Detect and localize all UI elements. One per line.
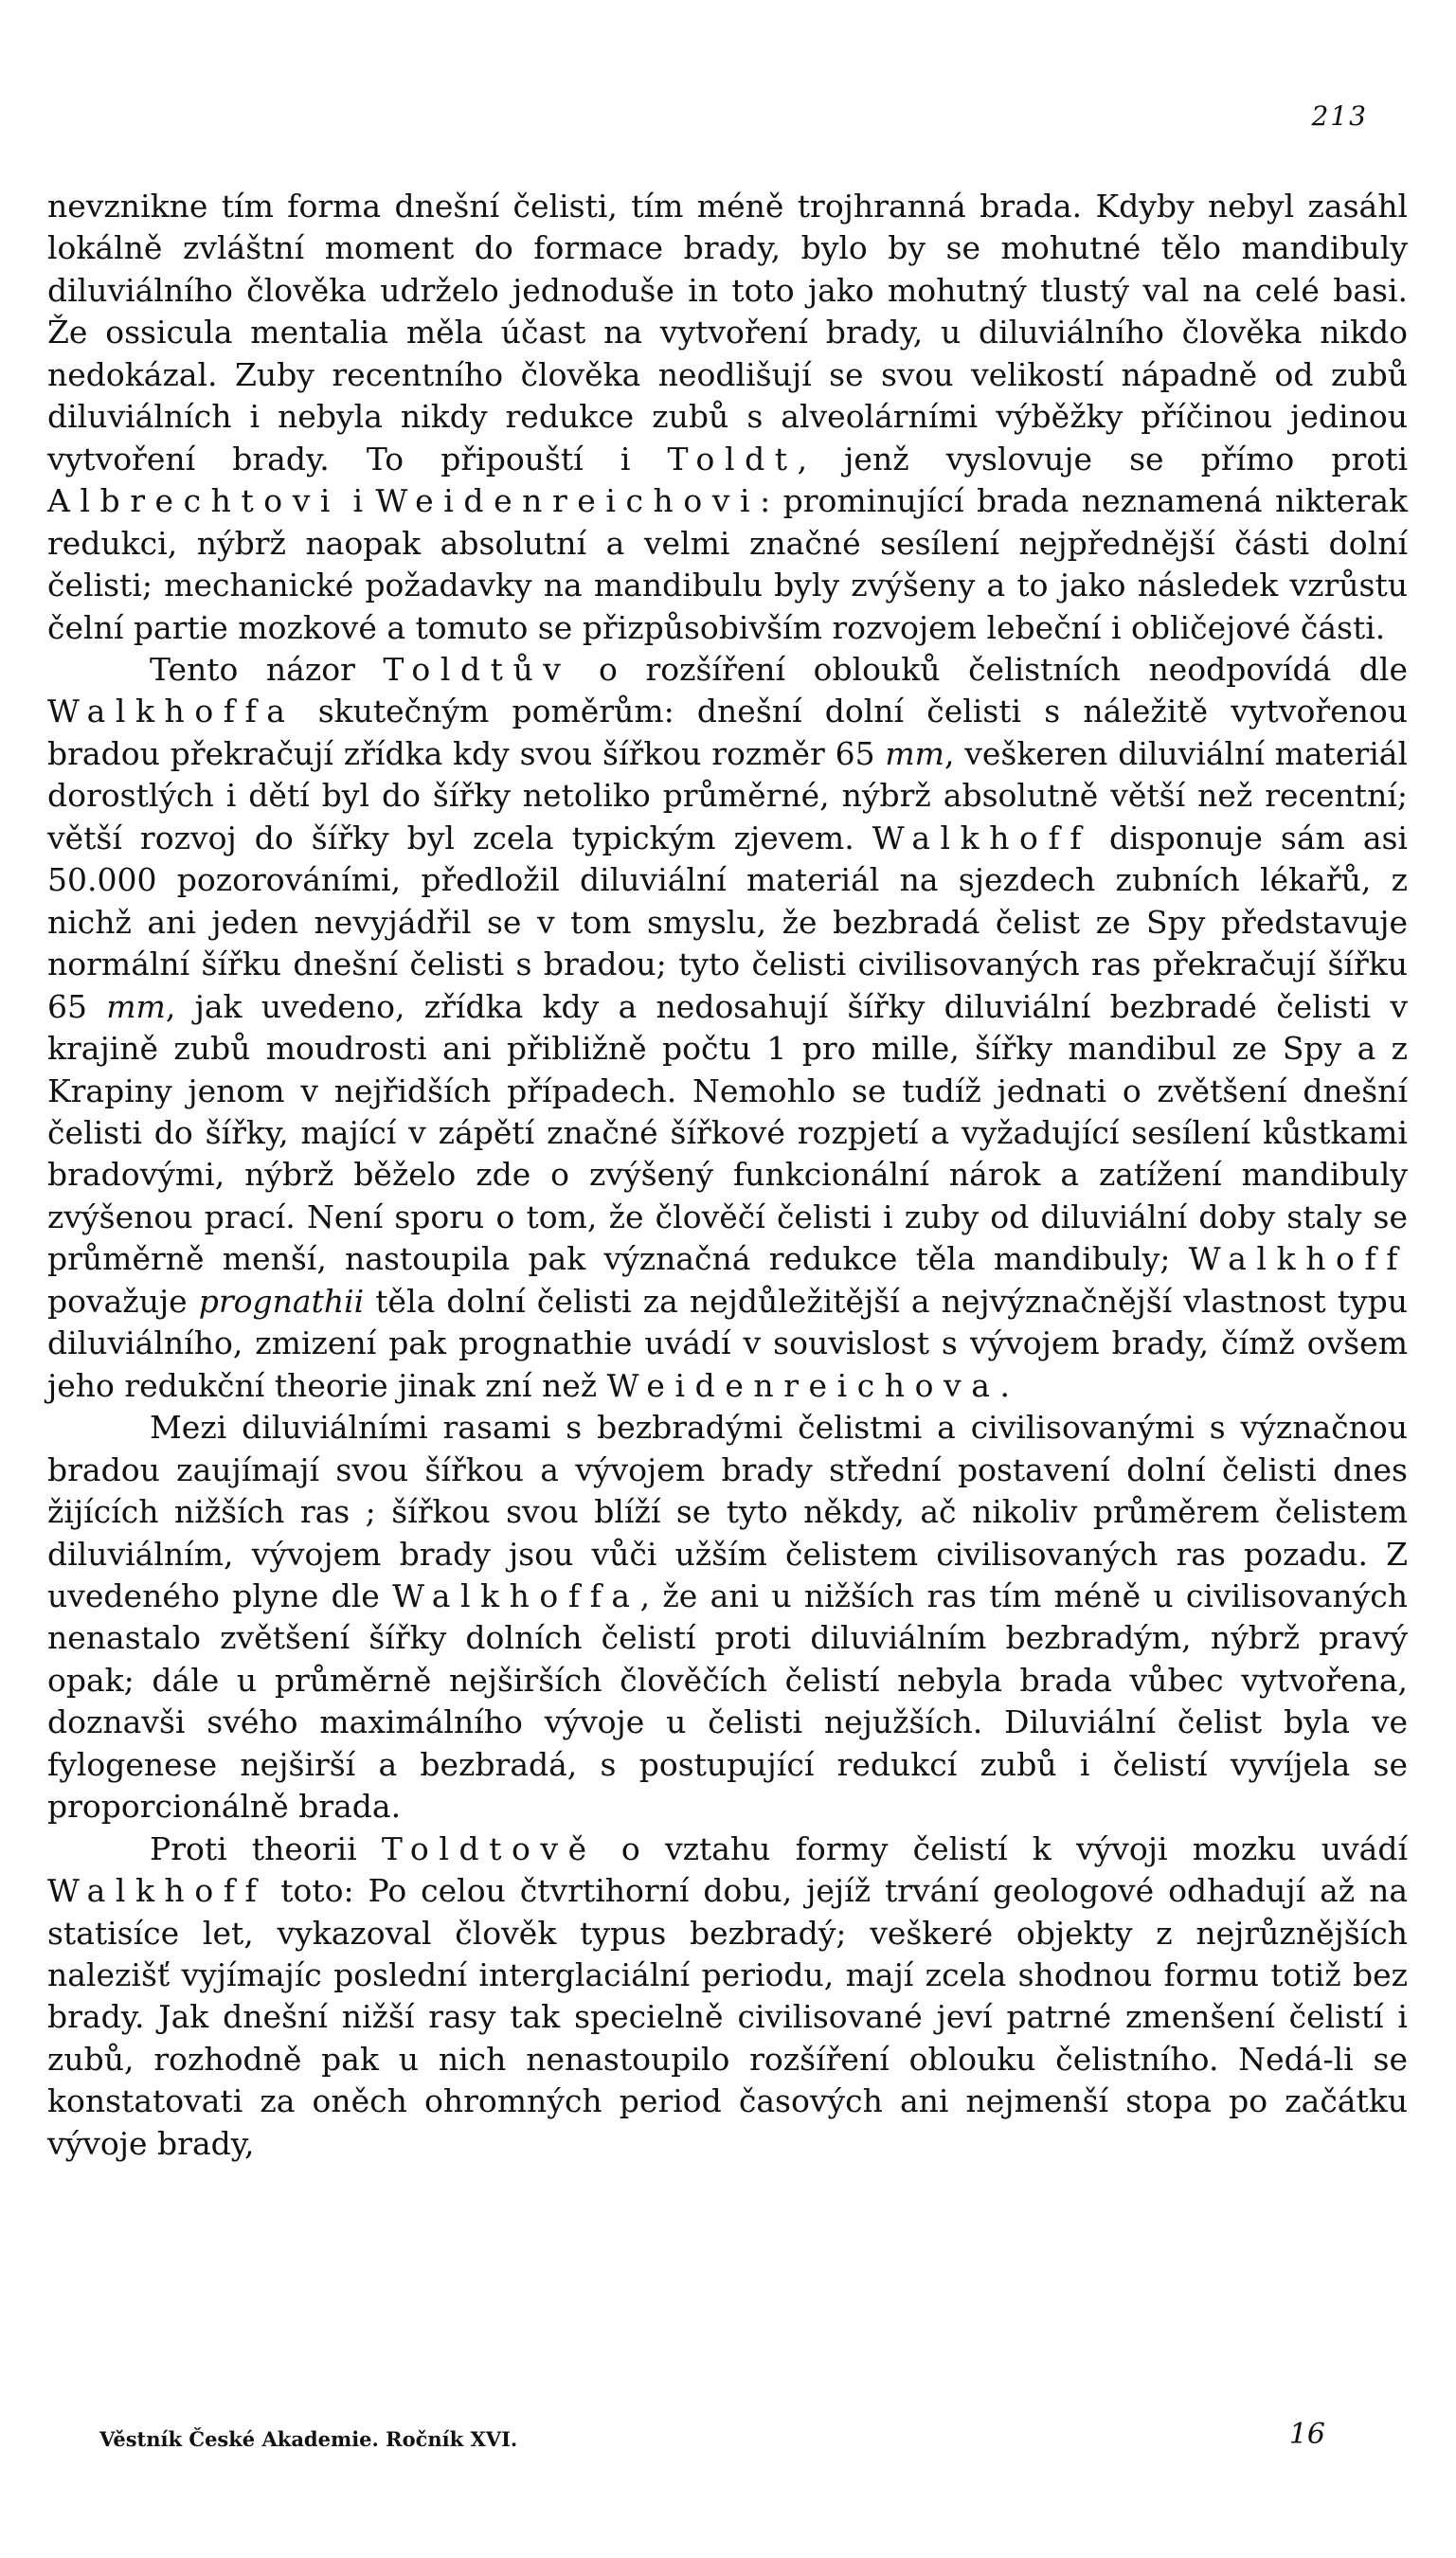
author-name: Albrechtovi: [47, 482, 341, 520]
text-run: : prominující brada neznamená nikterak redukci, nýbrž naopak absolutní a velmi značné sesílení nejpřednější části dolní čelisti; mechanické požadavky na mandibulu byly zvýšeny a to jako následek vzrůstu čelní partie mozkové a tomuto se přizpůsobivším rozvojem lebeční i obličejové části.: [47, 482, 1408, 646]
text-run: Proti theorii: [150, 1829, 382, 1867]
paragraph: [47, 1407, 1408, 1828]
text-run: skutečným poměrům: dnešní dolní čelisti s náležitě vytvořenou bradou překračují zřídka kdy svou šířkou rozměr 65: [47, 693, 1408, 772]
author-name: Toldt: [667, 440, 798, 477]
author-name: Toldtově: [381, 1829, 597, 1867]
text-run: považuje: [47, 1282, 199, 1320]
page-footer: [99, 2416, 1325, 2454]
printer-signature-mark: 16: [1288, 2418, 1325, 2451]
italic-term: mm: [885, 734, 944, 772]
author-name: Walkhoff: [872, 819, 1092, 856]
text-run: toto: Po celou čtvrtihorní dobu, jejíž trvání geologové odhadují až na statisíce let, vykazoval člověk typus bezbradý; veškeré objekty z nejrůznějších nalezišť vyjímajíc poslední interglaciální periodu, mají zcela shodnou formu totiž bez brady. Jak dnešní nižší rasy tak specielně civilisované jeví patrné zmenšení čelistí i zubů, rozhodně pak u nich nenastoupilo rozšíření oblouku čelistního. Nedá-li se konstatovati za oněch ohromných period časových ani nejmenší stopa po začátku vývoje brady,: [47, 1872, 1408, 2162]
author-name: Toldtův: [383, 650, 571, 688]
author-name: Weidenreichova: [606, 1366, 1000, 1404]
text-run: , jenž vyslovuje se přímo proti: [797, 440, 1408, 477]
text-run: .: [999, 1366, 1010, 1404]
text-run: těla dolní čelisti za nejdůležitější a nejvýznačnější vlastnost typu diluviálního, zmizení pak prognathie uvádí v souvislost s vývojem brady, čímž ovšem jeho redukční theorie jinak zní než: [47, 1282, 1408, 1404]
author-name: Walkhoff: [47, 1872, 267, 1910]
author-name: Walkhoff: [1188, 1240, 1408, 1278]
text-run: disponuje sám asi 50.000 pozorováními, předložil diluviální materiál na sjezdech zubních lékařů, z nichž ani jeden nevyjádřil se v tom smyslu, že bezbradá čelist ze Spy představuje normální šířku dnešní čelisti s bradou; tyto čelisti civilisovaných ras překračují šířku 65: [47, 819, 1408, 1025]
paragraph: [47, 649, 1408, 1407]
page-number: 213: [1311, 100, 1368, 132]
author-name: Walkhoffa: [47, 693, 296, 730]
text-run: i: [340, 482, 376, 520]
author-name: Weidenreichovi: [375, 482, 761, 520]
text-run: nevznikne tím forma dnešní čelisti, tím méně trojhranná brada. Kdyby nebyl zasáhl lokálně zvláštní moment do formace brady, bylo by se mohutné tělo mandibuly diluviálního člověka udrželo jednoduše in toto jako mohutný tlustý val na celé basi. Že ossicula mentalia měla účast na vytvoření brady, u diluviálního člověka nikdo nedokázal. Zuby recentního člověka neodlišují se svou velikostí nápadně od zubů diluviálních i nebyla nikdy redukce zubů s alveolárními výběžky příčinou jedinou vytvoření brady. To připouští i: [47, 188, 1408, 477]
text-run: , veškeren diluviální materiál dorostlých i dětí byl do šířky netoliko průměrné, nýbrž absolutně větší než recentní; větší rozvoj do šířky byl zcela typickým zjevem.: [47, 734, 1409, 856]
paragraph: [47, 186, 1408, 649]
text-run: , jak uvedeno, zřídka kdy a nedosahují šířky diluviální bezbradé čelisti v krajině zubů moudrosti ani přibližně počtu 1 pro mille, šířky mandibul ze Spy a z Krapiny jenom v nejřidších případech. Nemohlo se tudíž jednati o zvětšení dnešní čelisti do šířky, mající v zápětí značné šířkové rozpjetí a vyžadující sesílení kůstkami bradovými, nýbrž běželo zde o zvýšený funkcionální nárok a zatížení mandibuly zvýšenou prací. Není sporu o tom, že člověčí čelisti i zuby od diluviální doby staly se průměrně menší, nastoupila pak význačná redukce těla mandibuly;: [47, 987, 1408, 1278]
text-run: o rozšíření oblouků čelistních neodpovídá dle: [570, 650, 1408, 688]
page-body-text: [47, 186, 1408, 2165]
text-run: , že ani u nižších ras tím méně u civilisovaných nenastalo zvětšení šířky dolních čelistí proti diluviálním bezbradým, nýbrž pravý opak; dále u průměrně nejširších člověčích čelistí nebyla brada vůbec vytvořena, doznavši svého maximálního vývoje u čelisti nejužších. Diluviální čelist byla ve fylogenese nejširší a bezbradá, s postupující redukcí zubů i čelistí vyvíjela se proporcionálně brada.: [47, 1576, 1408, 1826]
paragraph: [47, 1828, 1408, 2166]
italic-term: mm: [106, 987, 166, 1025]
text-run: Tento názor: [150, 650, 384, 688]
text-run: Mezi diluviálními rasami s bezbradými čelistmi a civilisovanými s význačnou bradou zaujímají svou šířkou a vývojem brady střední postavení dolní čelisti dnes žijících nižších ras ; šířkou svou blíží se tyto někdy, ač nikoliv průměrem čelistem diluviálním, vývojem brady jsou vůči užším čelistem civilisovaných ras pozadu. Z uvedeného plyne dle: [47, 1409, 1408, 1614]
journal-footer-title: Věstník České Akademie. Ročník XVI.: [99, 2427, 518, 2451]
author-name: Walkhoffa: [392, 1576, 640, 1614]
text-run: o vztahu formy čelistí k vývoji mozku uvádí: [596, 1829, 1409, 1867]
italic-term: prognathii: [198, 1282, 365, 1320]
